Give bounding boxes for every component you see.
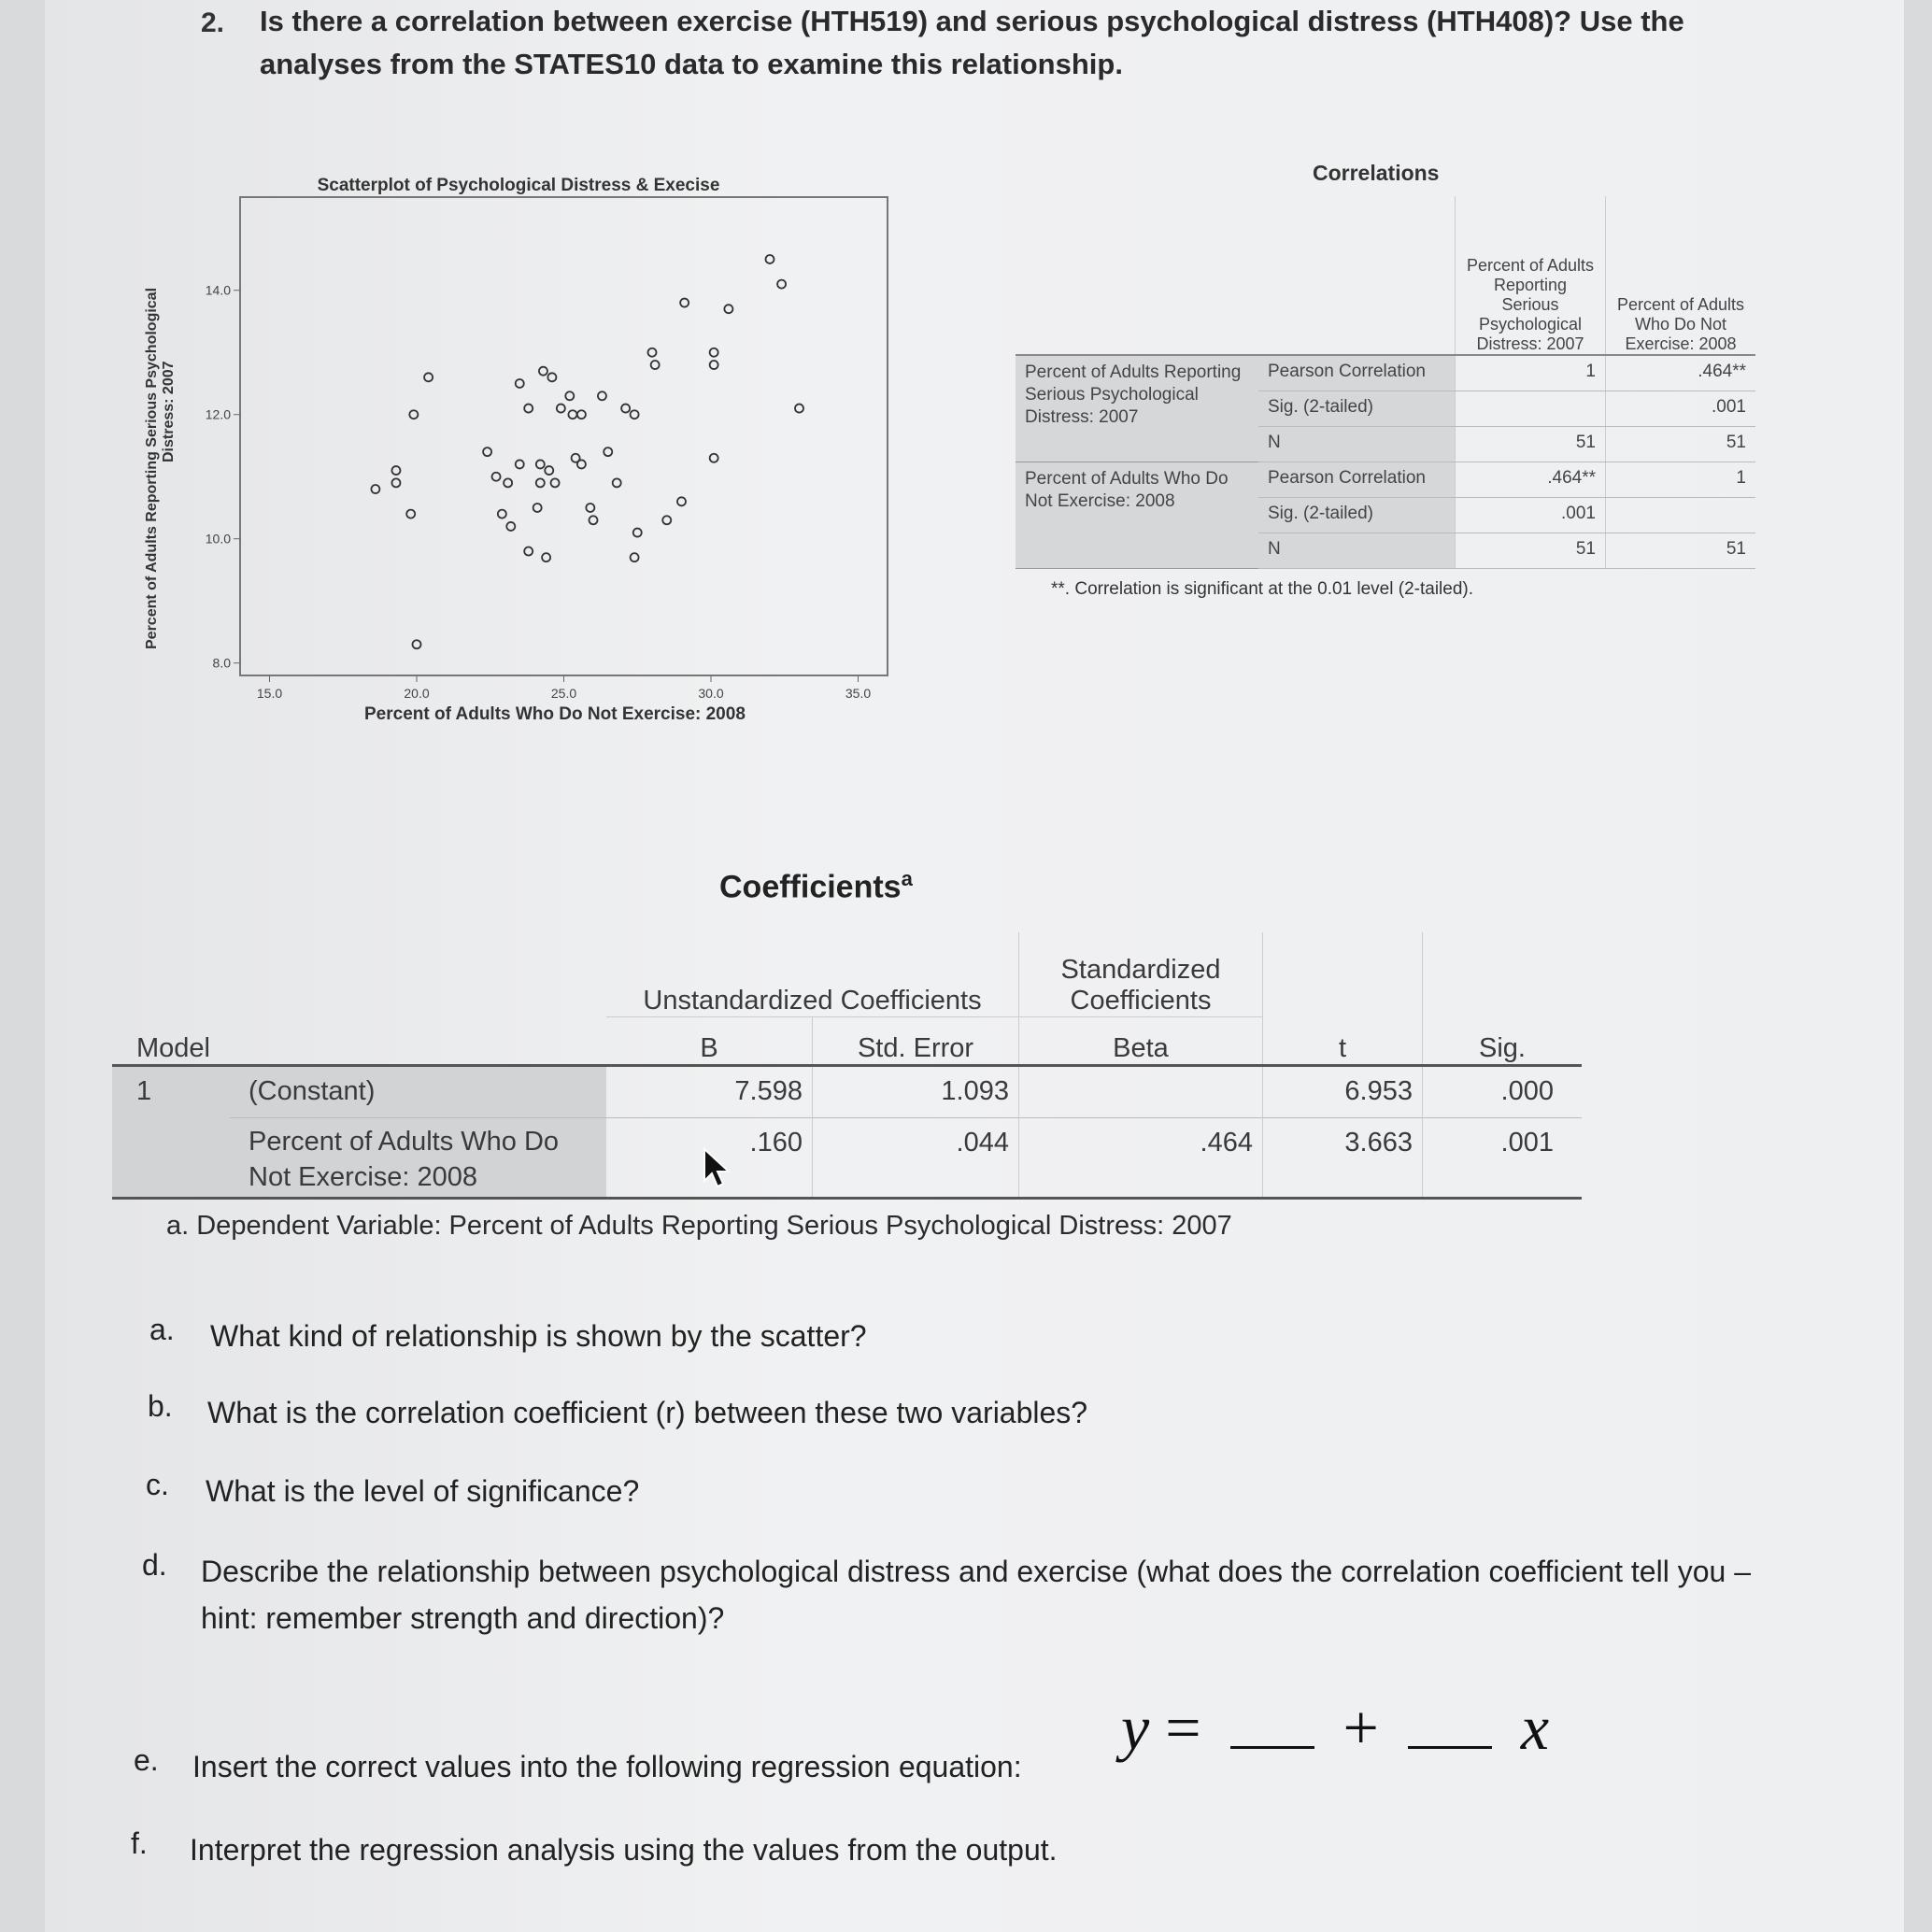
scatterplot: [131, 168, 916, 747]
corr-value: .001: [1456, 497, 1606, 533]
scatter-point: [551, 478, 560, 487]
scatter-point: [413, 640, 421, 648]
corr-stat-label: Sig. (2-tailed): [1258, 497, 1456, 533]
scatter-point: [590, 516, 598, 524]
chart-title: Scatterplot of Psychological Distress & Execise: [317, 176, 720, 195]
y-tick-label: 14.0: [205, 282, 231, 298]
std-error-header: Std. Error: [813, 1016, 1019, 1065]
scatter-point: [424, 373, 433, 381]
scatter-point: [604, 447, 612, 456]
equation-y: y: [1121, 1692, 1150, 1763]
corr-stat-label: Pearson Correlation: [1258, 462, 1456, 497]
scatter-point: [680, 299, 689, 307]
scatter-point: [633, 529, 642, 537]
plot-area: [240, 197, 888, 675]
mouse-cursor-icon: [703, 1147, 734, 1190]
regression-equation: [1121, 1691, 1549, 1765]
scatter-point: [516, 460, 524, 468]
y-tick-label: 8.0: [212, 655, 231, 671]
coefficients-title-text: Coefficients: [719, 869, 902, 905]
corr-value: .001: [1606, 391, 1756, 426]
scatter-point: [492, 473, 501, 481]
coefficients-footnote: a. Dependent Variable: Percent of Adults Reporting Serious Psychological Distress: 2007: [166, 1211, 1232, 1241]
corr-value: 1: [1606, 462, 1756, 497]
constant-b: 7.598: [734, 1076, 803, 1106]
corr-row-variable: Percent of Adults Reporting Serious Psychological Distress: 2007: [1016, 355, 1258, 462]
scatter-point: [648, 348, 657, 357]
predictor-t: 3.663: [1263, 1117, 1423, 1198]
predictor-se: .044: [813, 1117, 1019, 1198]
scatter-point: [613, 478, 621, 487]
predictor-label: Percent of Adults Who Do Not Exercise: 2008: [230, 1117, 606, 1198]
corr-value: 51: [1456, 533, 1606, 568]
corr-value: 1: [1456, 355, 1606, 391]
predictor-beta: .464: [1019, 1117, 1263, 1198]
scatter-point: [631, 553, 639, 561]
item-c-text: What is the level of significance?: [206, 1474, 640, 1508]
corr-value: 51: [1456, 426, 1606, 462]
corr-col-header-1: Percent of Adults Reporting Serious Psychological Distress: 2007: [1456, 196, 1606, 355]
corr-col-header-2: Percent of Adults Who Do Not Exercise: 2008: [1606, 196, 1756, 355]
item-a-label: a.: [149, 1313, 175, 1346]
y-tick-label: 12.0: [205, 406, 231, 422]
scatter-point: [577, 410, 586, 419]
scatter-point: [557, 405, 565, 413]
item-b-text: What is the correlation coefficient (r) between these two variables?: [207, 1396, 1088, 1429]
corr-stat-label: Pearson Correlation: [1258, 355, 1456, 391]
scatter-point: [547, 373, 556, 381]
corr-stat-label: Sig. (2-tailed): [1258, 391, 1456, 426]
scatter-point: [724, 305, 732, 313]
beta-header: Beta: [1019, 1016, 1263, 1065]
coefficients-table: [112, 932, 1582, 1200]
scatter-point: [662, 516, 671, 524]
item-c-label: c.: [146, 1468, 169, 1501]
item-e-text: Insert the correct values into the following regression equation:: [192, 1750, 1022, 1783]
item-a-text: What kind of relationship is shown by the scatter?: [210, 1319, 867, 1353]
scatter-point: [710, 348, 718, 357]
y-tick-label: 10.0: [205, 531, 231, 547]
standardized-header: Standardized Coefficients: [1019, 932, 1263, 1016]
scatter-point: [631, 410, 639, 419]
x-axis-label: Percent of Adults Who Do Not Exercise: 2008: [364, 704, 746, 724]
corr-value: [1456, 391, 1606, 426]
intercept-blank[interactable]: [1230, 1740, 1314, 1749]
corr-value: .464**: [1456, 462, 1606, 497]
scatter-point: [391, 478, 400, 487]
scatter-point: [542, 553, 550, 561]
scatter-point: [539, 367, 547, 376]
scatter-point: [506, 522, 515, 531]
corr-stat-label: N: [1258, 426, 1456, 462]
corr-value: [1606, 497, 1756, 533]
correlations-title: Correlations: [1313, 161, 1440, 185]
model-header: Model: [136, 1032, 210, 1063]
scatter-point: [545, 466, 553, 475]
scatter-point: [598, 391, 606, 400]
scatter-point: [565, 391, 574, 400]
correlations-footnote: **. Correlation is significant at the 0.01 level (2-tailed).: [1051, 579, 1474, 599]
corr-value: 51: [1606, 533, 1756, 568]
scatter-point: [536, 460, 545, 468]
unstandardized-header: Unstandardized Coefficients: [643, 985, 982, 1016]
scatter-point: [568, 410, 576, 419]
constant-se: 1.093: [813, 1065, 1019, 1117]
scatter-point: [371, 485, 379, 493]
y-axis-label: Percent of Adults Reporting Serious Psychological Distress: 2007: [144, 287, 177, 649]
item-f-text: Interpret the regression analysis using the values from the output.: [190, 1833, 1058, 1867]
x-tick-label: 35.0: [845, 686, 872, 701]
x-tick-label: 20.0: [404, 686, 430, 701]
equation-plus: +: [1342, 1692, 1379, 1763]
scatter-point: [524, 405, 533, 413]
predictor-sig: .001: [1423, 1117, 1583, 1198]
constant-t: 6.953: [1263, 1065, 1423, 1117]
predictor-b: .160: [749, 1127, 803, 1158]
scatterplot-svg: [131, 168, 916, 747]
constant-sig: .000: [1423, 1065, 1583, 1117]
item-b-label: b.: [148, 1389, 173, 1423]
scatter-point: [651, 361, 660, 369]
corr-value: .464**: [1606, 355, 1756, 391]
question-number: 2.: [201, 7, 225, 38]
scatter-point: [621, 405, 630, 413]
equation-x: x: [1520, 1692, 1550, 1763]
x-tick-label: 15.0: [256, 686, 283, 701]
x-tick-label: 30.0: [698, 686, 724, 701]
scatter-point: [766, 255, 774, 263]
b-header: B: [606, 1016, 813, 1065]
corr-row-variable: Percent of Adults Who Do Not Exercise: 2008: [1016, 462, 1258, 568]
scatter-point: [572, 454, 580, 462]
scatter-point: [710, 454, 718, 462]
scatter-point: [586, 504, 594, 512]
question-text: Is there a correlation between exercise (HTH519) and serious psychological distress (HTH408)? Use the analyses from the STATES10 data to examine this relationship.: [260, 5, 1684, 80]
scatter-point: [409, 410, 418, 419]
item-f-label: f.: [131, 1826, 148, 1860]
scatter-point: [504, 478, 512, 487]
scatter-point: [710, 361, 718, 369]
slope-blank[interactable]: [1408, 1740, 1492, 1749]
sig-header: Sig.: [1423, 1016, 1583, 1065]
scatter-point: [406, 510, 415, 519]
t-header: t: [1263, 1016, 1423, 1065]
item-d-label: d.: [142, 1548, 167, 1582]
constant-beta: [1019, 1065, 1263, 1117]
scatter-point: [677, 497, 686, 505]
constant-label: (Constant): [230, 1065, 606, 1117]
scatter-point: [516, 379, 524, 388]
scatter-point: [795, 405, 803, 413]
x-tick-label: 25.0: [550, 686, 577, 701]
coefficients-title: [719, 867, 913, 905]
scatter-point: [391, 466, 400, 475]
scatter-point: [536, 478, 545, 487]
scatter-point: [498, 510, 506, 519]
correlations-table: [1016, 196, 1755, 569]
item-d-text: Describe the relationship between psychological distress and exercise (what does the correlation coefficient tell you – hint: remember strength and direction)?: [201, 1555, 1751, 1635]
scatter-point: [524, 547, 533, 556]
scatter-point: [533, 504, 542, 512]
corr-value: 51: [1606, 426, 1756, 462]
scatter-point: [483, 447, 491, 456]
scatter-point: [777, 280, 786, 289]
model-number: 1: [112, 1065, 230, 1198]
corr-stat-label: N: [1258, 533, 1456, 568]
item-e-label: e.: [134, 1743, 159, 1777]
equation-equals: =: [1165, 1692, 1201, 1763]
coefficients-title-superscript: a: [901, 867, 913, 890]
